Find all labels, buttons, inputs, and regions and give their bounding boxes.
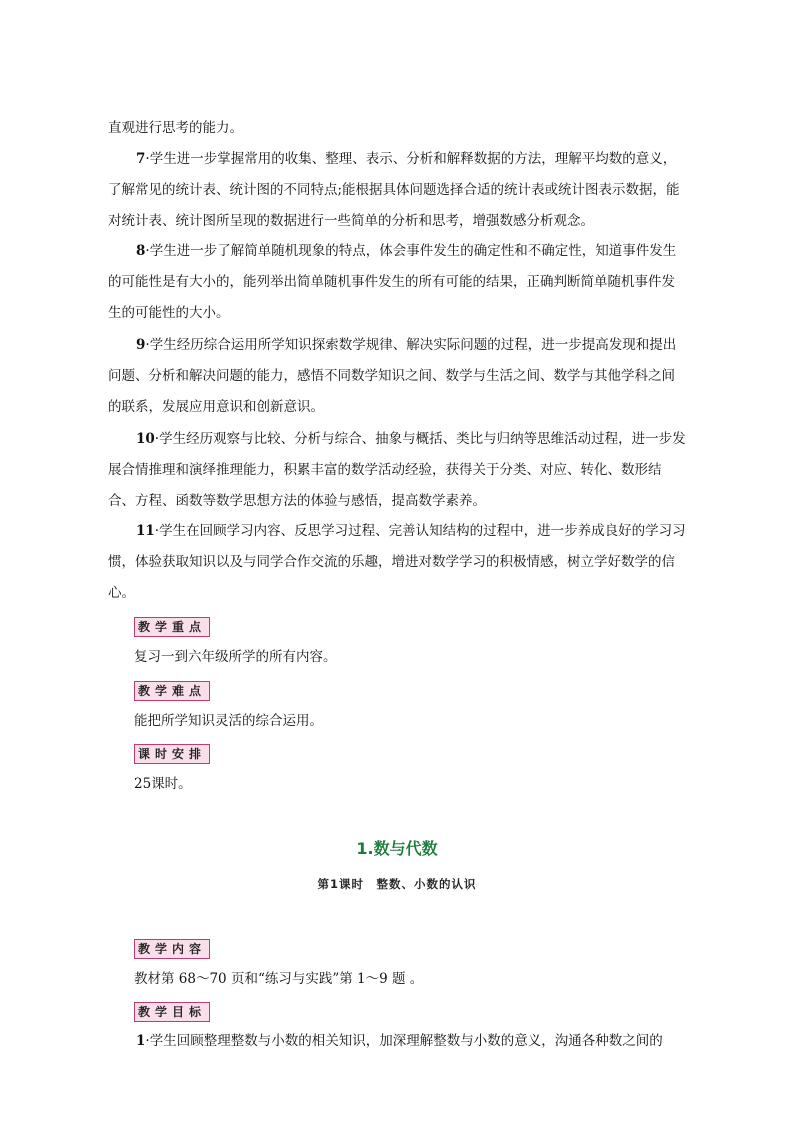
content-text: 教材第 68～70 页和“练习与实践”第 1～9 题 。 <box>134 971 424 987</box>
goal-text: ·学生回顾整理整数与小数的相关知识，加深理解整数与小数的意义，沟通各种数之间的 <box>145 1033 663 1049</box>
difficulties-text: 能把所学知识灵活的综合运用。 <box>134 713 323 729</box>
chapter-title: 1.数与代数 <box>356 839 438 858</box>
goals-tag: 教学目标 <box>134 1002 210 1022</box>
lesson-title: 第1课时 整数、小数的认识 <box>317 877 477 891</box>
paragraph-text: ·学生进一步了解简单随机现象的特点，体会事件发生的确定性和不确定性，知道事件发生的可能性是有大小的，能列举出简单随机事件发生的所有可能的结果，正确判断简单随机事件发生的可能性的大小。 <box>108 243 677 321</box>
paragraph-11 <box>108 516 688 609</box>
paragraph-number: 11 <box>136 523 155 539</box>
paragraph-8 <box>108 236 688 329</box>
paragraph-text: ·学生在回顾学习内容、反思学习过程、完善认知结构的过程中，进一步养成良好的学习习惯，体验获取知识以及与同学合作交流的乐趣，增进对数学学习的积极情感，树立学好数学的信心。 <box>108 523 686 601</box>
difficulties-tag: 教学难点 <box>134 681 210 701</box>
schedule-tag: 课时安排 <box>134 744 210 764</box>
paragraph-10 <box>108 424 688 517</box>
key-points-tag: 教学重点 <box>134 617 210 637</box>
paragraph-text: ·学生经历观察与比较、分析与综合、抽象与概括、类比与归纳等思维活动过程，进一步发展合情推理和演绎推理能力，积累丰富的数学活动经验，获得关于分类、对应、转化、数形结合、方程、函数等数学思想方法的体验与感悟，提高数学素养。 <box>108 431 686 509</box>
schedule-text: 25课时。 <box>134 776 192 792</box>
paragraph-9 <box>108 330 688 423</box>
paragraph-text: ·学生进一步掌握常用的收集、整理、表示、分析和解释数据的方法，理解平均数的意义，了解常见的统计表、统计图的不同特点;能根据具体问题选择合适的统计表或统计图表示数据，能对统计表、统计图所呈现的数据进行一些简单的分析和思考，增强数感分析观念。 <box>108 151 680 229</box>
paragraph-number: 7 <box>136 151 146 167</box>
key-points-text: 复习一到六年级所学的所有内容。 <box>134 649 337 665</box>
paragraph-number: 9 <box>136 337 146 353</box>
paragraph-number: 10 <box>136 431 155 447</box>
paragraph-6-tail: 直观进行思考的能力。 <box>108 120 243 136</box>
paragraph-text: ·学生经历综合运用所学知识探索数学规律、解决实际问题的过程，进一步提高发现和提出问题、分析和解决问题的能力，感悟不同数学知识之间、数学与生活之间、数学与其他学科之间的联系，发展应用意识和创新意识。 <box>108 337 677 415</box>
goal-1 <box>108 1026 688 1057</box>
goal-number: 1 <box>136 1033 146 1049</box>
paragraph-number: 8 <box>136 243 146 259</box>
content-tag: 教学内容 <box>134 939 210 959</box>
paragraph-7 <box>108 144 688 237</box>
